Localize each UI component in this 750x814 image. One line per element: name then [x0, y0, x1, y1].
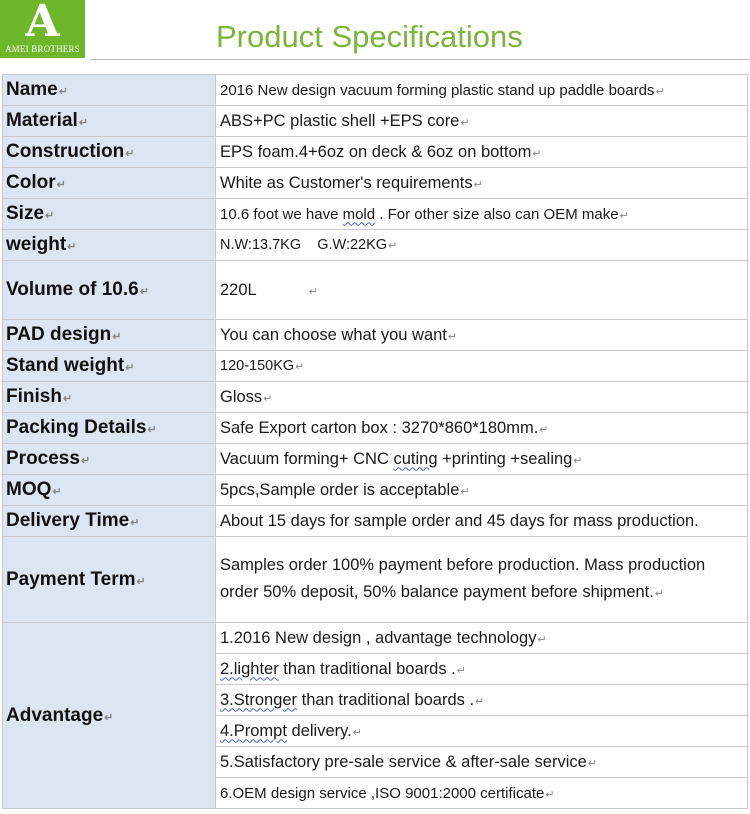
spec-value: About 15 days for sample order and 45 days for mass production. — [216, 506, 748, 537]
page-header — [0, 0, 750, 72]
spec-row-finish — [3, 382, 748, 413]
spec-row-moq — [3, 475, 748, 506]
spec-value: Gloss↵ — [216, 382, 748, 413]
spec-value: EPS foam.4+6oz on deck & 6oz on bottom↵ — [216, 137, 748, 168]
spec-label: Name↵ — [3, 75, 216, 106]
spec-label: Volume of 10.6↵ — [3, 261, 216, 320]
amei-brothers-logo — [0, 0, 85, 58]
advantage-item: 3.Stronger than traditional boards .↵ — [216, 685, 748, 716]
advantage-item: 5.Satisfactory pre-sale service & after-sale service↵ — [216, 747, 748, 778]
spec-value: 5pcs,Sample order is acceptable↵ — [216, 475, 748, 506]
spec-row-construction — [3, 137, 748, 168]
logo-letter: A — [25, 0, 60, 47]
spec-label: Construction↵ — [3, 137, 216, 168]
spec-row-size — [3, 199, 748, 230]
spec-row-process — [3, 444, 748, 475]
spec-row-packing — [3, 413, 748, 444]
spec-value: Safe Export carton box : 3270*860*180mm.↵ — [216, 413, 748, 444]
spec-value: Samples order 100% payment before production. Mass production order 50% deposit, 50% balance payment before shipment.↵ — [216, 537, 748, 623]
spec-row-material — [3, 106, 748, 137]
header-divider — [90, 59, 750, 60]
spec-row-volume — [3, 261, 748, 320]
advantage-item: 6.OEM design service ,ISO 9001:2000 certificate↵ — [216, 778, 748, 809]
spec-row-delivery — [3, 506, 748, 537]
spec-row-stand-weight — [3, 351, 748, 382]
spec-label: Packing Details↵ — [3, 413, 216, 444]
spec-value: White as Customer's requirements↵ — [216, 168, 748, 199]
spec-row-pad-design — [3, 320, 748, 351]
spec-row-payment — [3, 537, 748, 623]
spec-label: Color↵ — [3, 168, 216, 199]
spec-label: weight↵ — [3, 230, 216, 261]
advantage-item: 4.Prompt delivery.↵ — [216, 716, 748, 747]
spec-value: You can choose what you want↵ — [216, 320, 748, 351]
spec-label: Stand weight↵ — [3, 351, 216, 382]
page-title: Product Specifications — [216, 19, 523, 54]
spec-value: Vacuum forming+ CNC cuting +printing +sealing↵ — [216, 444, 748, 475]
advantage-item: 2.lighter than traditional boards .↵ — [216, 654, 748, 685]
spec-value: ABS+PC plastic shell +EPS core↵ — [216, 106, 748, 137]
spec-row-weight — [3, 230, 748, 261]
spec-label: Finish↵ — [3, 382, 216, 413]
spec-value: 220L ↵ — [216, 261, 748, 320]
spec-row-name — [3, 75, 748, 106]
spec-label: Payment Term↵ — [3, 537, 216, 623]
spec-label: Delivery Time↵ — [3, 506, 216, 537]
spec-value: 10.6 foot we have mold . For other size also can OEM make↵ — [216, 199, 748, 230]
spec-label: Process↵ — [3, 444, 216, 475]
spec-label: Size↵ — [3, 199, 216, 230]
spec-value: 120-150KG↵ — [216, 351, 748, 382]
spec-table — [2, 74, 748, 809]
logo-text: AMEI BROTHERS — [5, 44, 80, 54]
spec-row-color — [3, 168, 748, 199]
spec-value: N.W:13.7KG G.W:22KG↵ — [216, 230, 748, 261]
spec-label: PAD design↵ — [3, 320, 216, 351]
spec-label: Advantage↵ — [3, 623, 216, 809]
spec-row-advantage — [3, 623, 748, 654]
advantage-item: 1.2016 New design , advantage technology↵ — [216, 623, 748, 654]
spec-label: MOQ↵ — [3, 475, 216, 506]
spec-value: 2016 New design vacuum forming plastic stand up paddle boards↵ — [216, 75, 748, 106]
spec-label: Material↵ — [3, 106, 216, 137]
